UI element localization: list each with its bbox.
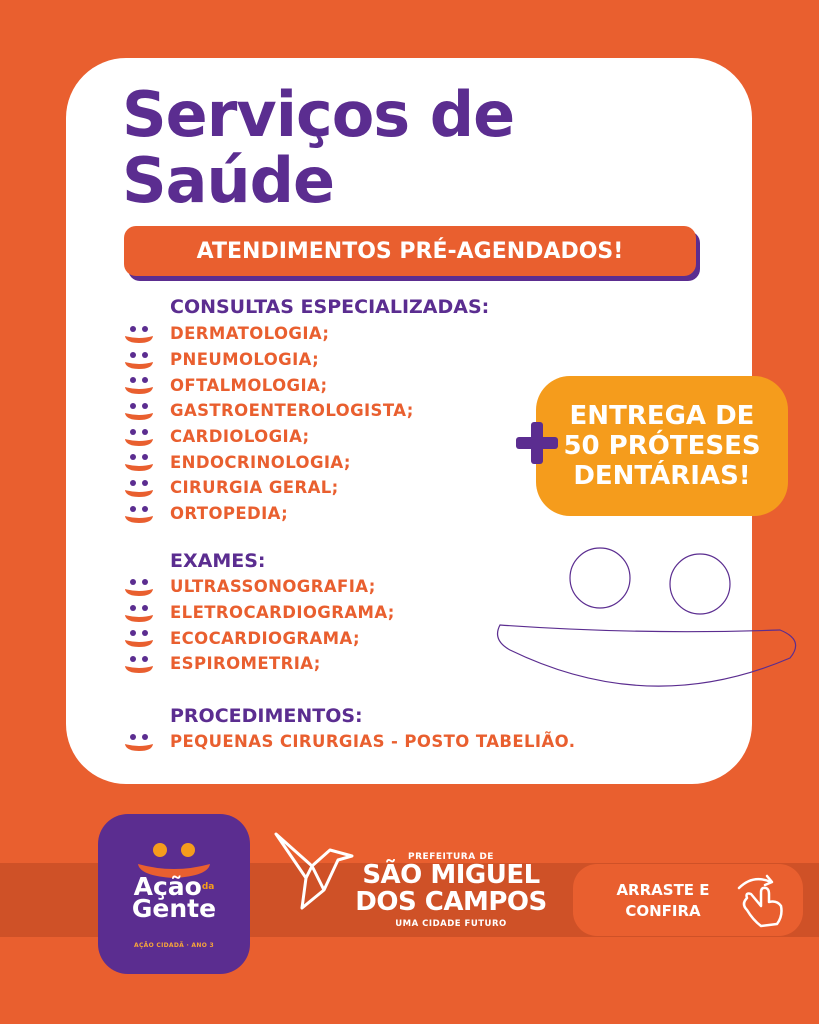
promo-line-2: 50 PRÓTESES (563, 431, 761, 461)
smiley-bullet-icon (122, 603, 156, 623)
list-item (122, 574, 395, 600)
list-item-label: OFTALMOLOGIA; (170, 375, 328, 395)
acao-logo-line-1: Ação (133, 872, 202, 901)
smiley-bullet-icon (122, 452, 156, 472)
list-item (122, 475, 414, 501)
list-item (122, 398, 414, 424)
swipe-cta-line-2: CONFIRA (625, 902, 701, 920)
smiley-bullet-icon (122, 628, 156, 648)
smiley-bullet-icon (122, 427, 156, 447)
list-item (122, 625, 395, 651)
list-item-label: CARDIOLOGIA; (170, 427, 310, 447)
acao-logo-line-2: da (201, 882, 215, 892)
smiley-bullet-icon (122, 401, 156, 421)
list-item (122, 729, 575, 755)
procedimentos-title: PROCEDIMENTOS: (170, 705, 363, 727)
smiley-bullet-icon (122, 654, 156, 674)
prefeitura-label: PREFEITURA DE (408, 852, 494, 862)
list-item (122, 651, 395, 677)
list-item (122, 424, 414, 450)
prosthesis-promo-badge (536, 376, 788, 516)
title-line-1: Serviços de (122, 78, 515, 151)
list-item-label: ORTOPEDIA; (170, 504, 289, 524)
smiley-bullet-icon (122, 732, 156, 752)
list-item (122, 321, 414, 347)
list-item-label: ESPIROMETRIA; (170, 654, 321, 674)
acao-logo-line-3: Gente (131, 894, 217, 923)
list-item-label: GASTROENTEROLOGISTA; (170, 401, 414, 421)
promo-line-3: DENTÁRIAS! (573, 461, 751, 491)
smiley-bullet-icon (122, 324, 156, 344)
list-item (122, 449, 414, 475)
consultas-list (122, 321, 414, 527)
smiley-bullet-icon (122, 375, 156, 395)
consultas-title: CONSULTAS ESPECIALIZADAS: (170, 296, 490, 318)
acao-da-gente-logo (98, 814, 250, 974)
exames-list (122, 574, 395, 677)
promo-line-1: ENTREGA DE (569, 401, 755, 431)
page-title (122, 78, 515, 217)
list-item-label: ELETROCARDIOGRAMA; (170, 603, 395, 623)
list-item-label: ECOCARDIOGRAMA; (170, 628, 360, 648)
smiley-bullet-icon (122, 504, 156, 524)
list-item (122, 600, 395, 626)
title-line-2: Saúde (122, 144, 335, 217)
smiley-bullet-icon (122, 350, 156, 370)
list-item-label: DERMATOLOGIA; (170, 324, 330, 344)
swipe-cta-line-1: ARRASTE E (616, 881, 710, 899)
city-slogan: UMA CIDADE FUTURO (395, 919, 507, 929)
acao-logo-subtitle: AÇÃO CIDADÃ · ANO 3 (134, 942, 214, 949)
origami-bird-icon (272, 830, 356, 914)
plus-icon (514, 420, 560, 466)
city-name-line-1: SÃO MIGUEL (362, 860, 540, 890)
list-item-label: PEQUENAS CIRURGIAS - POSTO TABELIÃO. (170, 732, 576, 752)
exames-title: EXAMES: (170, 550, 266, 572)
list-item (122, 501, 414, 527)
city-name-line-2: DOS CAMPOS (355, 887, 547, 917)
list-item-label: CIRURGIA GERAL; (170, 478, 339, 498)
list-item-label: PNEUMOLOGIA; (170, 350, 320, 370)
decorative-smiley-outline (490, 540, 800, 700)
acao-logo-wordmark (98, 872, 250, 923)
list-item-label: ULTRASSONOGRAFIA; (170, 577, 376, 597)
procedimentos-list (122, 729, 575, 755)
smiley-bullet-icon (122, 478, 156, 498)
swipe-hand-icon (731, 870, 791, 930)
list-item (122, 372, 414, 398)
list-item (122, 347, 414, 373)
smiley-bullet-icon (122, 577, 156, 597)
swipe-cta-label (593, 880, 733, 922)
swipe-cta[interactable] (573, 864, 803, 936)
prefeitura-logo (346, 852, 556, 929)
list-item-label: ENDOCRINOLOGIA; (170, 452, 351, 472)
pre-scheduled-banner: ATENDIMENTOS PRÉ-AGENDADOS! (124, 226, 696, 276)
